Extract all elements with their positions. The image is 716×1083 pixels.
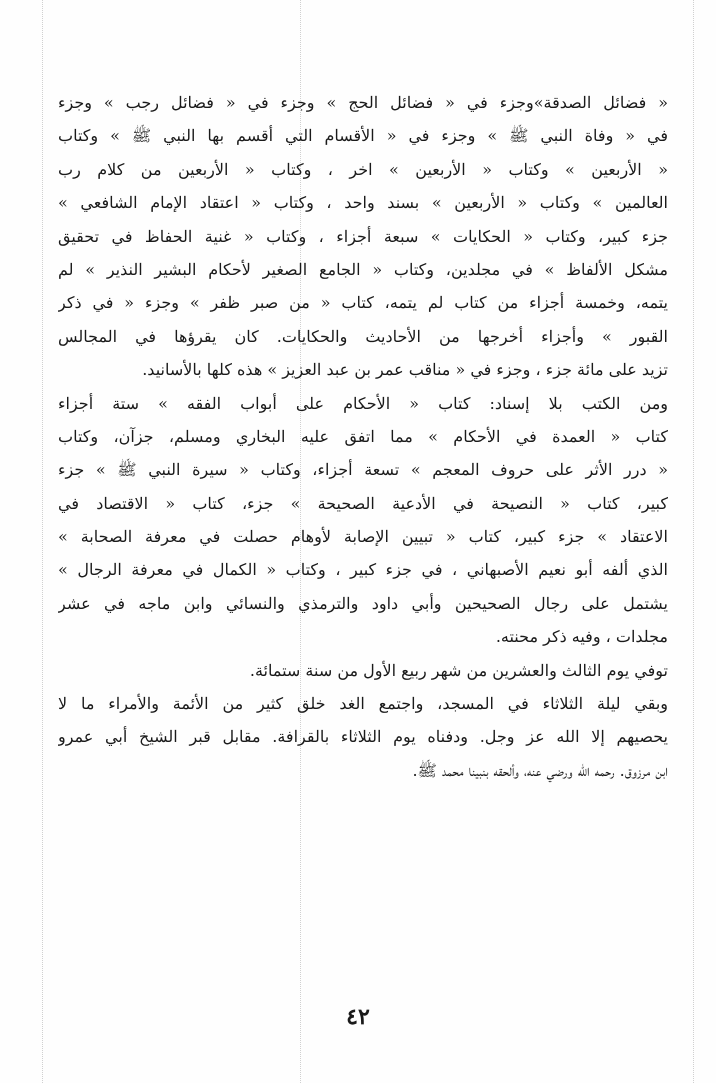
text-line: القبور » وأجزاء أخرجها من الأحاديث والحكايات. كان يقرؤها في المجالس bbox=[58, 326, 668, 346]
text-line: توفي يوم الثالث والعشرين من شهر ربيع الأول من سنة ستمائة. bbox=[249, 660, 668, 680]
text-line: مشكل الألفاظ » في مجلدين، وكتاب « الجامع الصغير لأحكام البشير النذير » لم bbox=[58, 259, 668, 279]
text-line: يتمه، وخمسة أجزاء من كتاب لم يتمه، كتاب « من صبر ظفر » وجزء « في ذكر bbox=[58, 293, 668, 313]
scan-guide-line bbox=[42, 0, 43, 1083]
paragraph-death bbox=[58, 654, 668, 788]
text-line: ومن الكتب بلا إسناد: كتاب « الأحكام على أبواب الفقه » ستة أجزاء bbox=[58, 393, 668, 413]
text-line: في « وفاة النبي ﷺ » وجزء في « الأقسام التي أقسم بها النبي ﷺ » وكتاب bbox=[58, 126, 668, 146]
text-line: « درر الأثر على حروف المعجم » تسعة أجزاء، وكتاب « سيرة النبي ﷺ » جزء bbox=[58, 460, 668, 480]
text-line: الذي ألفه أبو نعيم الأصبهاني ، في جزء كبير ، وكتاب « الكمال في معرفة الرجال » bbox=[58, 560, 668, 580]
text-line: جزء كبير، وكتاب « الحكايات » سبعة أجزاء ، وكتاب « غنية الحفاظ في تحقيق bbox=[58, 226, 668, 246]
text-line: يشتمل على رجال الصحيحين وأبي داود والترمذي والنسائي وابن ماجه في عشر bbox=[58, 593, 668, 613]
text-line: العالمين » وكتاب « الأربعين » بسند واحد ، وكتاب « اعتقاد الإمام الشافعي » bbox=[58, 193, 668, 213]
text-line: وبقي ليلة الثلاثاء في المسجد، واجتمع الغد خلق كثير من الأئمة والأمراء ما لا bbox=[58, 694, 668, 714]
text-line: يحصيهم إلا الله عز وجل. ودفناه يوم الثلاثاء بالقرافة. مقابل قبر الشيخ أبي عمرو bbox=[58, 727, 668, 747]
paragraph-books-with-isnad bbox=[58, 86, 668, 387]
text-line: مجلدات ، وفيه ذكر محنته. bbox=[495, 627, 668, 647]
paragraph-books-without-isnad bbox=[58, 387, 668, 654]
body-text bbox=[58, 86, 668, 787]
text-line: كبير، كتاب « النصيحة في الأدعية الصحيحة » جزء، كتاب « الاقتصاد في bbox=[58, 493, 668, 513]
text-line: « الأربعين » وكتاب « الأربعين » اخر ، وكتاب « الأربعين من كلام رب bbox=[58, 159, 668, 179]
text-line: الاعتقاد » جزء كبير، كتاب « تبيين الإصابة لأوهام حصلت في معرفة الصحابة » bbox=[58, 527, 668, 547]
text-line: « فضائل الصدقة»وجزء في « فضائل الحج » وجزء في « فضائل رجب » وجزء bbox=[58, 93, 668, 112]
scan-guide-line bbox=[693, 0, 694, 1083]
text-line: كتاب « العمدة في الأحكام » مما اتفق عليه البخاري ومسلم، جزآن، وكتاب bbox=[58, 426, 668, 446]
text-line: ابن مرزوق. رحمه الله ورضي عنه، وألحقه بنبينا محمد ﷺ. bbox=[412, 760, 668, 780]
page-number: ٤٢ bbox=[346, 1004, 370, 1030]
text-line: تزيد على مائة جزء ، وجزء في « مناقب عمر بن عبد العزيز » هذه كلها بالأسانيد. bbox=[142, 360, 668, 380]
